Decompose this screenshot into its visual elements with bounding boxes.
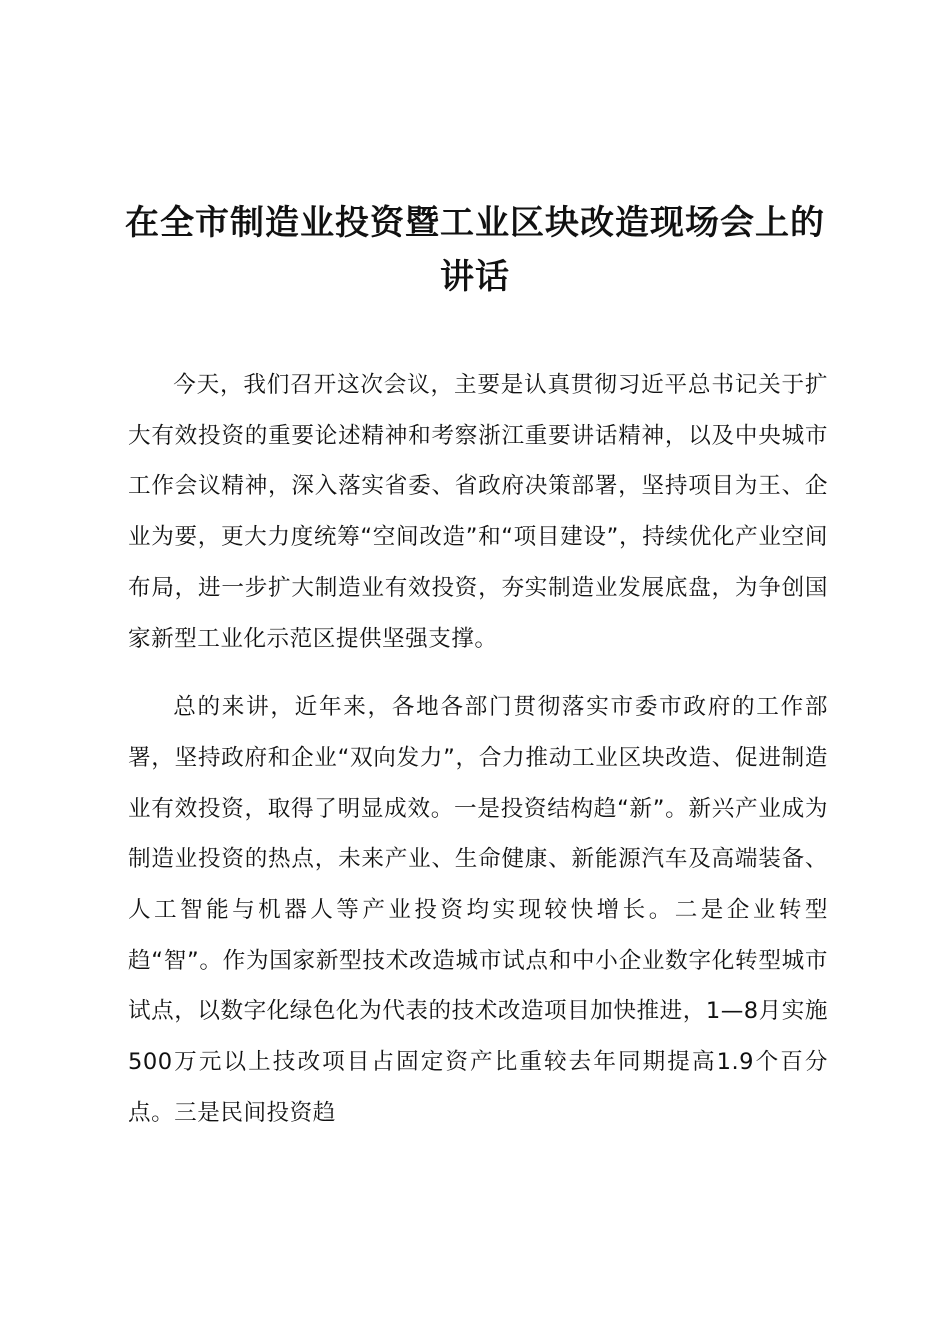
paragraph-intro: 今天，我们召开这次会议，主要是认真贯彻习近平总书记关于扩大有效投资的重要论述精神和考察浙江重要讲话精神，以及中央城市工作会议精神，深入落实省委、省政府决策部署，坚持项目为王、企业为要，更大力度统筹“空间改造”和“项目建设”，持续优化产业空间布局，进一步扩大制造业有效投资，夯实制造业发展底盘，为争创国家新型工业化示范区提供坚强支撑。 bbox=[128, 372, 828, 652]
document-title: 在全市制造业投资暨工业区块改造现场会上的讲话 bbox=[125, 203, 825, 297]
document-body bbox=[128, 360, 828, 1157]
paragraph-summary: 总的来讲，近年来，各地各部门贯彻落实市委市政府的工作部署，坚持政府和企业“双向发力”，合力推动工业区块改造、促进制造业有效投资，取得了明显成效。一是投资结构趋“新”。新兴产业成为制造业投资的热点，未来产业、生命健康、新能源汽车及高端装备、人工智能与机器人等产业投资均实现较快增长。二是企业转型趋“智”。作为国家新型技术改造城市试点和中小企业数字化转型城市试点，以数字化绿色化为代表的技术改造项目加快推进，1—8月实施500万元以上技改项目占固定资产比重较去年同期提高1.9个百分点。三是民间投资趋 bbox=[128, 694, 828, 1126]
